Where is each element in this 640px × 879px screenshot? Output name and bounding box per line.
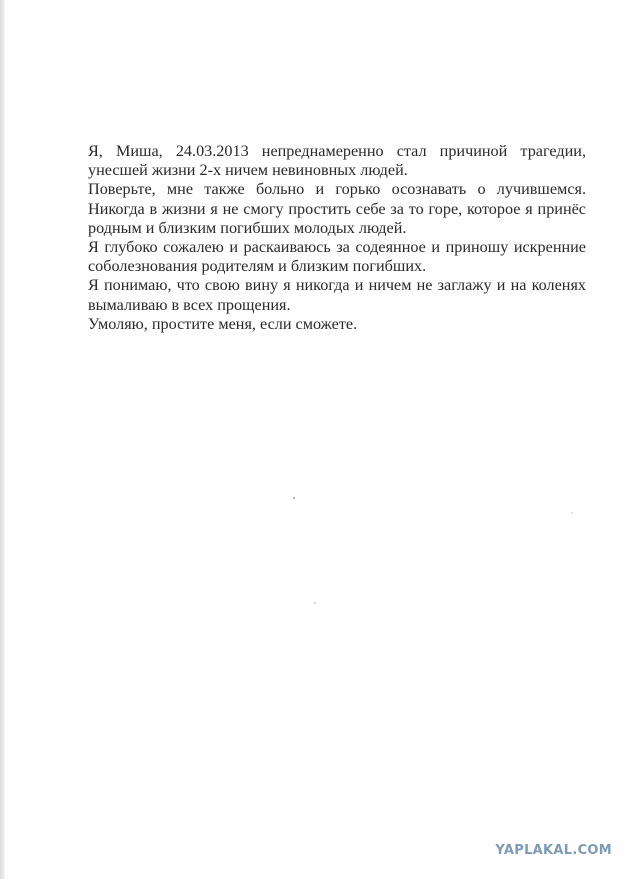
scan-speck [571, 512, 573, 514]
letter-paragraph-4: Я понимаю, что свою вину я никогда и ничем не заглажу и на коленях вымаливаю в всех прощения. [88, 276, 586, 314]
letter-paragraph-2: Поверьте, мне также больно и горько осознавать о лучившемся. Никогда в жизни я не смогу простить себе за то горе, которое я принёс родным и близким погибших молодых людей. [88, 180, 586, 237]
scan-speck [314, 602, 316, 604]
apology-letter-body [88, 142, 586, 334]
scan-speck [293, 497, 295, 499]
letter-paragraph-5: Умоляю, простите меня, если сможете. [88, 314, 358, 333]
letter-paragraph-3: Я глубоко сожалею и раскаиваюсь за содеянное и приношу искренние соболезнования родителям и близким погибших. [88, 238, 586, 276]
letter-paragraph-1: Я, Миша, 24.03.2013 непреднамеренно стал причиной трагедии, унесшей жизни 2-х ничем невиновных людей. [88, 142, 586, 180]
site-watermark: YAPLAKAL.COM [495, 843, 612, 858]
page-edge-shadow [0, 0, 5, 879]
